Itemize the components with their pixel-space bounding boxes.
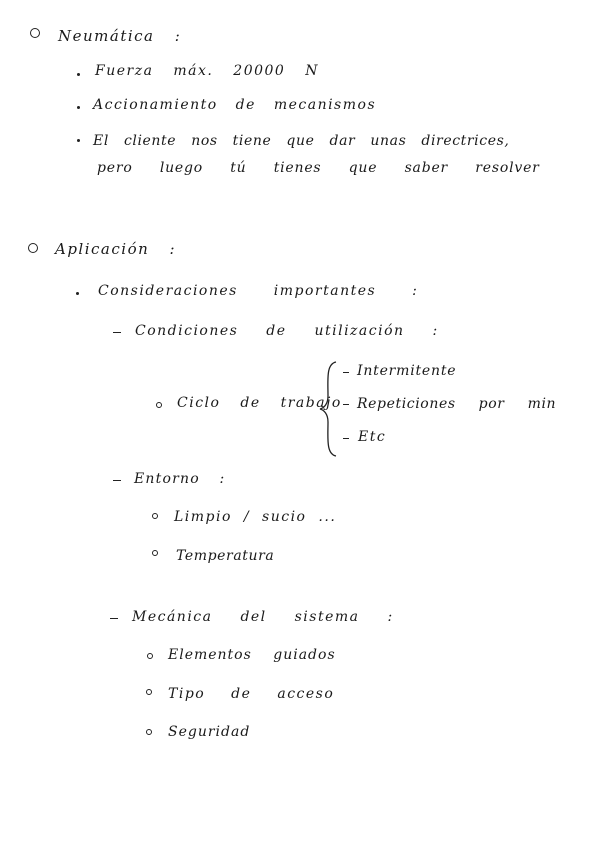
- ciclo-item: Repeticiones por min: [357, 396, 557, 412]
- dash-marker: [113, 332, 121, 333]
- sub-bullet: [146, 689, 152, 695]
- sub-bullet: [156, 402, 162, 408]
- ciclo-item: Intermitente: [357, 363, 457, 379]
- entorno-item: Temperatura: [176, 548, 275, 564]
- list-bullet: [77, 73, 80, 76]
- section-title-neumatica: Neumática :: [58, 27, 182, 45]
- ciclo-label: Ciclo de trabajo: [177, 395, 342, 411]
- list-bullet: [77, 106, 80, 109]
- list-item: Fuerza máx. 20000 N: [95, 63, 320, 79]
- consideraciones-heading: Consideraciones importantes :: [98, 283, 419, 299]
- entorno-heading: Entorno :: [134, 471, 226, 487]
- dash-marker: [343, 372, 349, 373]
- sub-bullet: [152, 550, 158, 556]
- mecanica-item: Seguridad: [168, 724, 251, 740]
- section-bullet: [28, 243, 38, 253]
- ciclo-item: Etc: [358, 429, 387, 445]
- mecanica-item: Tipo de acceso: [168, 686, 335, 702]
- mecanica-heading: Mecánica del sistema :: [132, 609, 394, 625]
- list-item: El cliente nos tiene que dar unas directrices,: [93, 133, 510, 149]
- mecanica-item: Elementos guiados: [168, 647, 336, 663]
- sub-bullet: [147, 653, 153, 659]
- section-title-aplicacion: Aplicación :: [55, 240, 177, 258]
- list-bullet: [77, 139, 80, 142]
- list-bullet: [76, 292, 79, 295]
- dash-marker: [110, 618, 118, 619]
- list-item: Accionamiento de mecanismos: [93, 97, 377, 113]
- list-item-continuation: pero luego tú tienes que saber resolver: [97, 160, 540, 176]
- sub-bullet: [146, 729, 152, 735]
- dash-marker: [343, 438, 349, 439]
- condiciones-heading: Condiciones de utilización :: [135, 323, 439, 339]
- dash-marker: [113, 480, 121, 481]
- dash-marker: [343, 404, 349, 405]
- curly-brace-icon: [318, 360, 340, 458]
- sub-bullet: [152, 513, 158, 519]
- entorno-item: Limpio / sucio ...: [174, 509, 337, 525]
- section-bullet: [30, 28, 40, 38]
